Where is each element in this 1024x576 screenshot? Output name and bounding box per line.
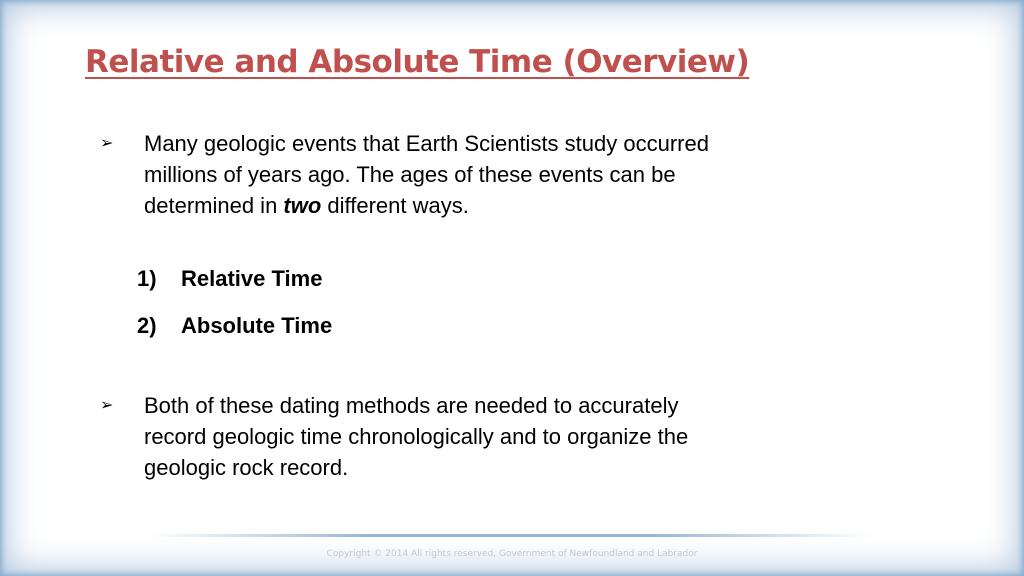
bullet-text (144, 128, 724, 221)
list-label: Absolute Time (181, 313, 333, 338)
slide-title: Relative and Absolute Time (Overview) (85, 44, 750, 80)
list-item-absolute-time (137, 313, 332, 339)
footer-divider (150, 534, 870, 537)
list-number: 1) (137, 266, 157, 291)
bullet-text-end: different ways. (321, 193, 469, 218)
list-number: 2) (137, 313, 157, 338)
emphasis-text: two (283, 193, 322, 218)
list-label: Relative Time (181, 266, 323, 291)
arrow-bullet-icon: ➢ (100, 135, 114, 152)
bullet-text-start: Many geologic events that Earth Scientists study occurred millions of years ago. The ages of these events can be determined in (144, 131, 709, 218)
copyright-footer: Copyright © 2014 All rights reserved, Government of Newfoundland and Labrador (326, 549, 698, 559)
bullet-text: Both of these dating methods are needed to accurately record geologic time chronologically and to organize the geologic rock record. (144, 393, 689, 480)
arrow-bullet-icon: ➢ (100, 397, 114, 414)
list-item-relative-time (137, 266, 322, 292)
